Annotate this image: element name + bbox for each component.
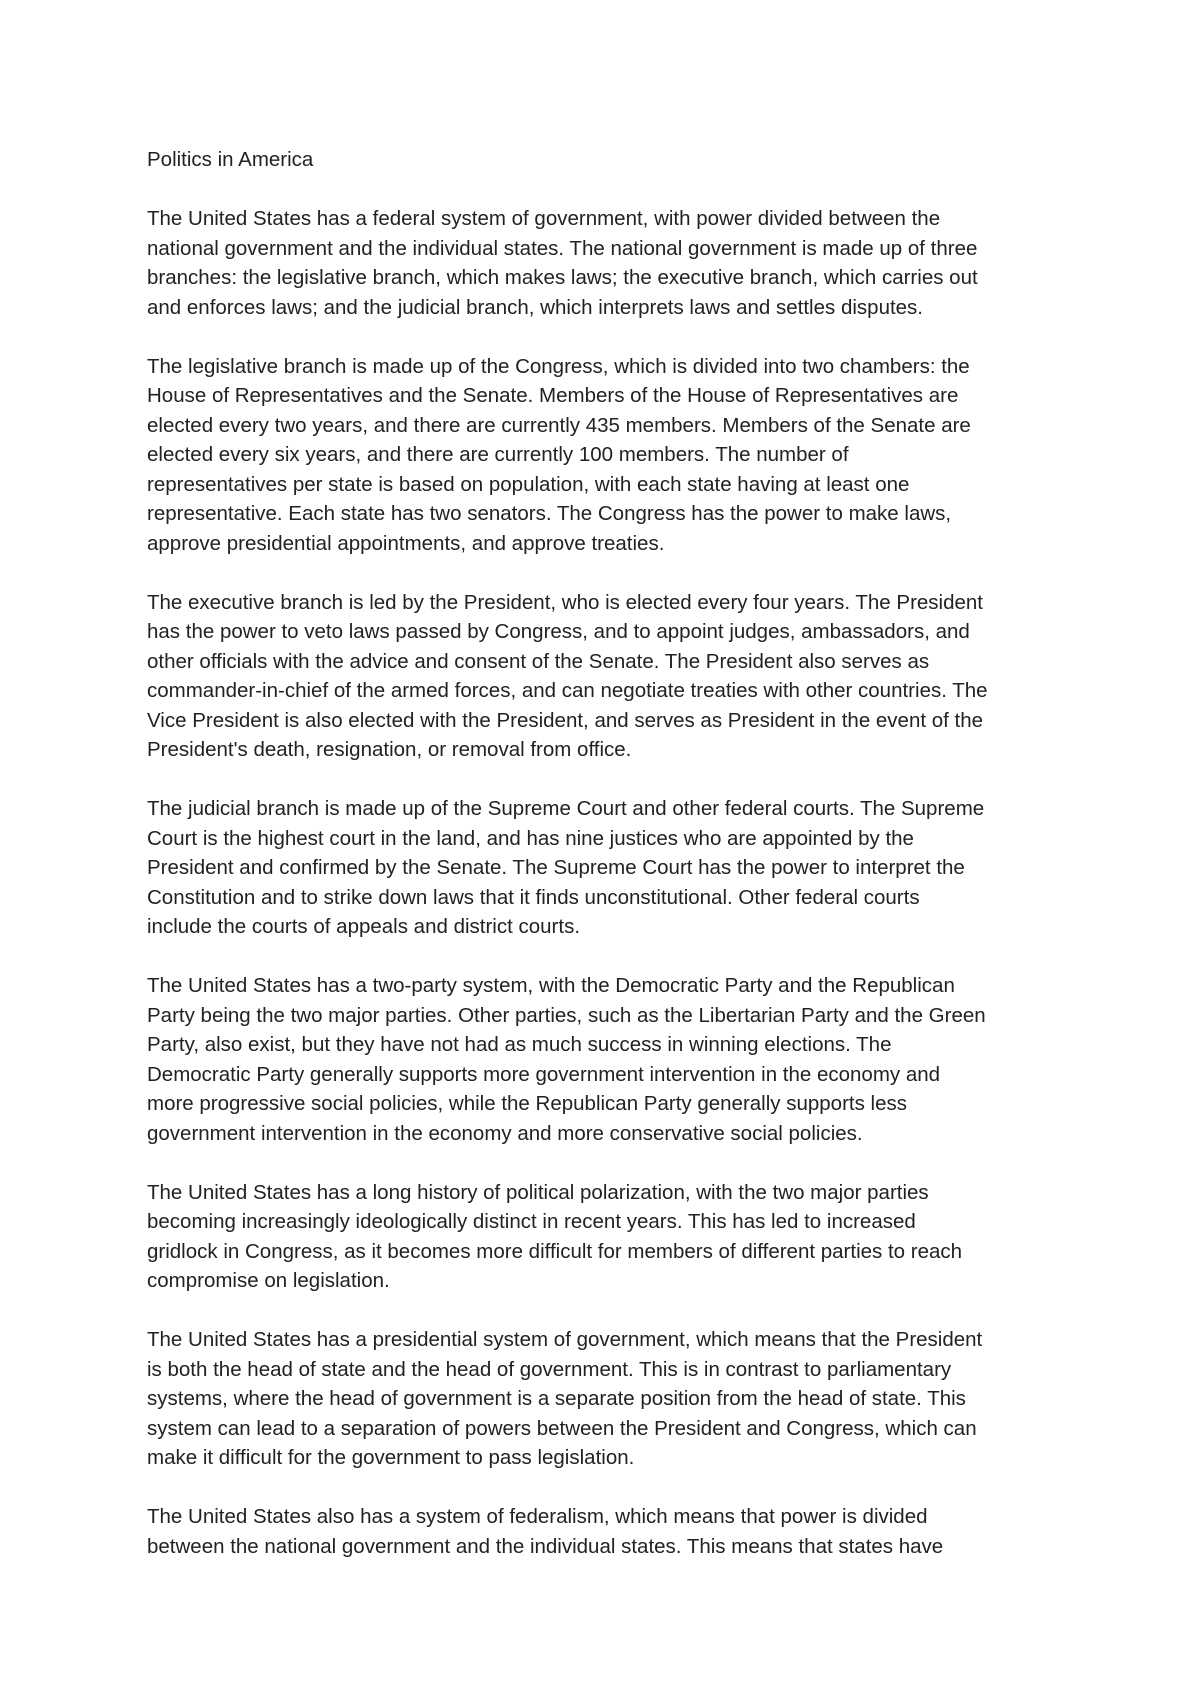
text-line: systems, where the head of government is a separate position from the head of state. This (147, 1387, 966, 1410)
text-line: system can lead to a separation of powers between the President and Congress, which can (147, 1416, 977, 1440)
paragraph (147, 204, 1067, 322)
text-line: The legislative branch is made up of the Congress, which is divided into two chambers: the (147, 354, 970, 378)
text-line: becoming increasingly ideologically distinct in recent years. This has led to increased (147, 1210, 916, 1233)
text-line: The judicial branch is made up of the Supreme Court and other federal courts. The Supreme (147, 797, 985, 820)
text-line: The United States has a long history of political polarization, with the two major parties (147, 1180, 929, 1204)
text-line: make it difficult for the government to pass legislation. (147, 1446, 635, 1469)
paragraph (147, 588, 1067, 765)
text-line: more progressive social policies, while the Republican Party generally supports less (147, 1092, 908, 1115)
paragraph (147, 971, 1067, 1148)
text-line: House of Representatives and the Senate. Members of the House of Representatives are (147, 384, 959, 407)
paragraph-list (147, 204, 1067, 1561)
paragraph (147, 1502, 1067, 1561)
text-line: President and confirmed by the Senate. The Supreme Court has the power to interpret the (147, 856, 965, 879)
text-line: has the power to veto laws passed by Congress, and to appoint judges, ambassadors, and (147, 620, 970, 643)
paragraph (147, 1178, 1067, 1296)
text-line: President's death, resignation, or removal from office. (147, 738, 632, 761)
text-line: elected every six years, and there are currently 100 members. The number of (147, 443, 849, 466)
text-line: is both the head of state and the head of government. This is in contrast to parliamentary (147, 1357, 952, 1381)
text-line: The executive branch is led by the President, who is elected every four years. The President (147, 590, 984, 614)
paragraph (147, 352, 1067, 559)
text-line: Democratic Party generally supports more government intervention in the economy and (147, 1062, 941, 1086)
text-line: include the courts of appeals and district courts. (147, 915, 581, 938)
text-line: national government and the individual states. The national government is made up of three (147, 236, 978, 260)
text-line: other officials with the advice and consent of the Senate. The President also serves as (147, 649, 930, 673)
text-line: between the national government and the individual states. This means that states have (147, 1534, 944, 1558)
text-line: Court is the highest court in the land, and has nine justices who are appointed by the (147, 826, 914, 850)
text-line: Party being the two major parties. Other parties, such as the Libertarian Party and the Green (147, 1003, 986, 1027)
text-line: Vice President is also elected with the President, and serves as President in the event of the (147, 708, 984, 732)
paragraph (147, 794, 1067, 942)
text-line: The United States has a federal system of government, with power divided between the (147, 207, 941, 230)
document-title: Politics in America (147, 148, 314, 171)
document-body (147, 145, 1067, 1591)
text-line: The United States has a two-party system, with the Democratic Party and the Republican (147, 974, 955, 997)
text-line: representatives per state is based on population, with each state having at least one (147, 472, 910, 496)
text-line: Party, also exist, but they have not had as much success in winning elections. The (147, 1033, 892, 1056)
text-line: gridlock in Congress, as it becomes more difficult for members of different parties to reach (147, 1239, 963, 1263)
paragraph (147, 1325, 1067, 1473)
text-line: elected every two years, and there are currently 435 members. Members of the Senate are (147, 413, 971, 437)
text-line: The United States also has a system of federalism, which means that power is divided (147, 1505, 928, 1528)
text-line: compromise on legislation. (147, 1269, 390, 1292)
text-line: Constitution and to strike down laws that it finds unconstitutional. Other federal courts (147, 885, 920, 909)
text-line: commander-in-chief of the armed forces, and can negotiate treaties with other countries. The (147, 679, 988, 702)
text-line: and enforces laws; and the judicial branch, which interprets laws and settles disputes. (147, 295, 924, 319)
text-line: The United States has a presidential system of government, which means that the President (147, 1328, 983, 1351)
text-line: branches: the legislative branch, which makes laws; the executive branch, which carries out (147, 266, 978, 289)
text-line: approve presidential appointments, and approve treaties. (147, 531, 665, 555)
text-line: representative. Each state has two senators. The Congress has the power to make laws, (147, 502, 952, 525)
text-line: government intervention in the economy and more conservative social policies. (147, 1121, 863, 1145)
